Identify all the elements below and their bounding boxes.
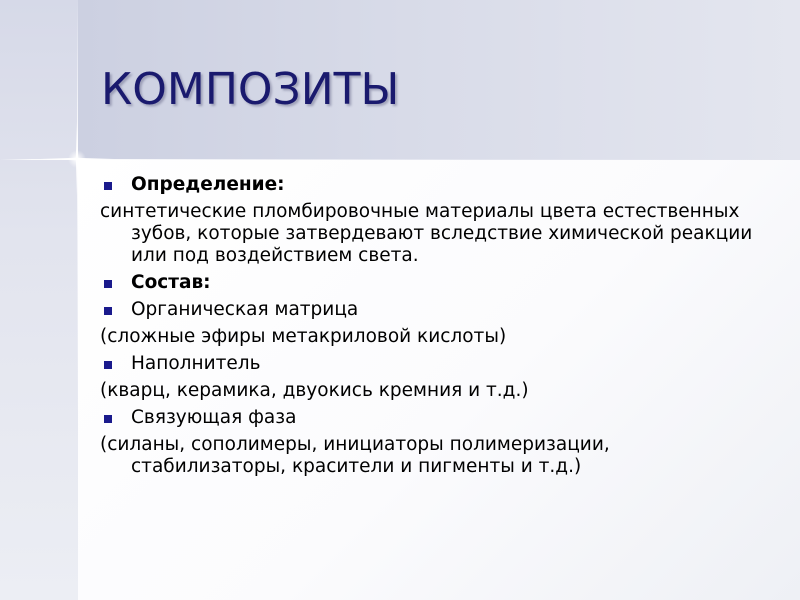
list-item-label: Состав: [131,272,211,293]
description-text: синтетические пломбировочные материалы цвета естественных зубов, которые затвердевают вследствие химической реакции или под воздействием света. [100,201,753,266]
list-item-label: Наполнитель [131,353,261,374]
list-item [100,407,760,429]
list-item-description [100,380,760,402]
square-bullet-icon [104,307,112,315]
page-title: КОМПОЗИТЫ [101,64,400,115]
list-item [100,353,760,375]
square-bullet-icon [104,182,112,190]
description-text: (силаны, сополимеры, инициаторы полимеризации, стабилизаторы, красители и пигменты и т.д.) [100,434,610,477]
list-item [100,299,760,321]
description-text: (кварц, керамика, двуокись кремния и т.д.) [100,380,529,401]
square-bullet-icon [104,361,112,369]
list-item-description [100,326,760,348]
left-background-band [0,0,78,600]
sparkle-vertical-line [77,0,78,600]
square-bullet-icon [104,280,112,288]
description-text: (сложные эфиры метакриловой кислоты) [100,326,507,347]
list-item-label: Связующая фаза [131,407,297,428]
sparkle-horizontal-line [0,159,800,160]
slide-content [100,174,760,483]
square-bullet-icon [104,415,112,423]
list-item [100,174,760,196]
list-item-label: Органическая матрица [131,299,359,320]
list-item-description [100,201,760,267]
list-item-label: Определение: [131,174,285,195]
list-item-description [100,434,760,478]
list-item [100,272,760,294]
